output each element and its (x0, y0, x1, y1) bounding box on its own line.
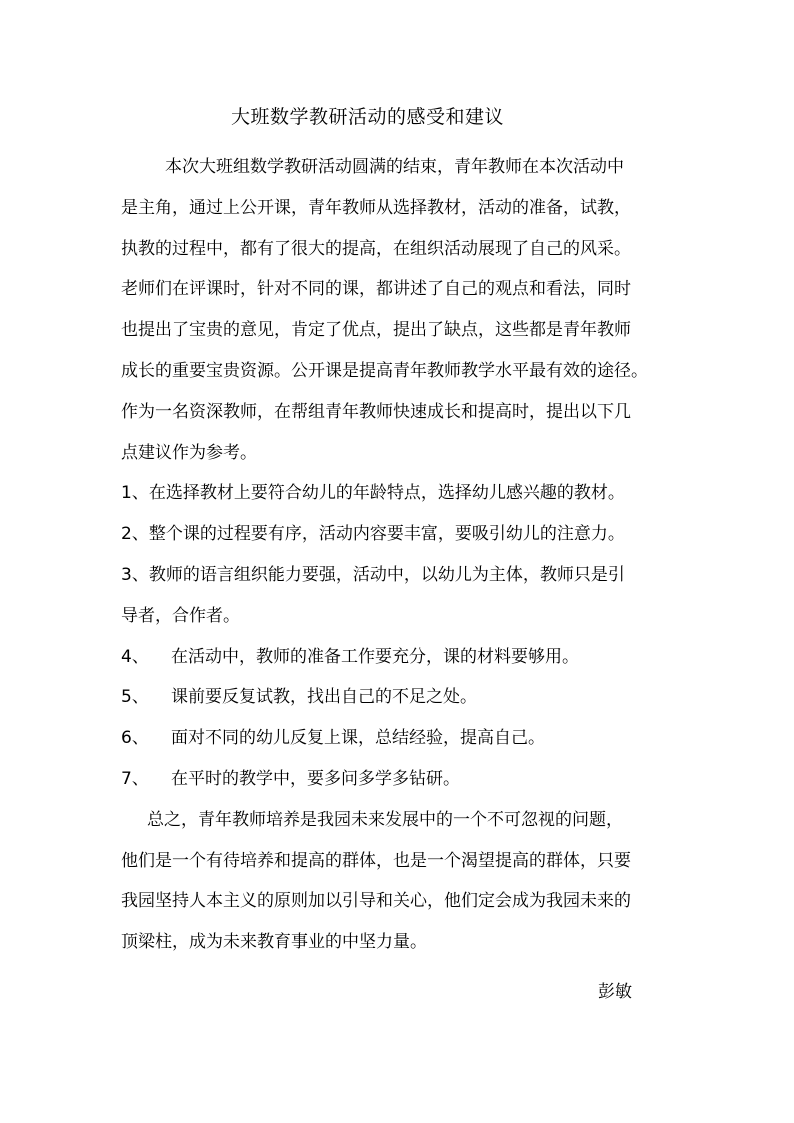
paragraph-line: 执教的过程中，都有了很大的提高，在组织活动展现了自己的风采。 (121, 238, 631, 259)
list-text: 面对不同的幼儿反复上课，总结经验，提高自己。 (171, 728, 545, 749)
list-item (121, 759, 681, 800)
list-item (121, 718, 681, 759)
paragraph-line: 也提出了宝贵的意见，肯定了优点，提出了缺点，这些都是青年教师 (121, 320, 631, 341)
list-item: 3、教师的语言组织能力要强，活动中，以幼儿为主体，教师只是引 (121, 564, 625, 585)
paragraph-line: 作为一名资深教师，在帮组青年教师快速成长和提高时，提出以下几 (121, 401, 631, 422)
closing-line: 总之，青年教师培养是我园未来发展中的一个不可忽视的问题， (147, 809, 623, 830)
list-item (121, 677, 681, 718)
paragraph-line: 老师们在评课时，针对不同的课，都讲述了自己的观点和看法，同时 (121, 279, 631, 300)
closing-line: 我园坚持人本主义的原则加以引导和关心，他们定会成为我园未来的 (121, 891, 631, 912)
list-item: 2、整个课的过程要有序，活动内容要丰富，要吸引幼儿的注意力。 (121, 524, 625, 545)
document-body (121, 147, 681, 963)
paragraph-line: 本次大班组数学教研活动圆满的结束，青年教师在本次活动中 (165, 157, 624, 177)
list-text: 课前要反复试教，找出自己的不足之处。 (171, 687, 477, 708)
list-number: 4、 (121, 646, 149, 667)
list-item (121, 637, 681, 678)
paragraph-line: 点建议作为参考。 (121, 442, 257, 463)
document-title: 大班数学教研活动的感受和建议 (231, 106, 505, 128)
paragraph-line: 是主角，通过上公开课，青年教师从选择教材，活动的准备，试教， (121, 197, 631, 218)
author-signature: 彭敏 (598, 982, 632, 1002)
list-text: 在活动中，教师的准备工作要充分，课的材料要够用。 (171, 646, 579, 667)
list-text: 在平时的教学中，要多问多学多钻研。 (171, 768, 460, 789)
paragraph-line: 成长的重要宝贵资源。公开课是提高青年教师教学水平最有效的途径。 (121, 360, 648, 381)
closing-line: 他们是一个有待培养和提高的群体，也是一个渴望提高的群体，只要 (121, 850, 631, 871)
list-item: 1、在选择教材上要符合幼儿的年龄特点，选择幼儿感兴趣的教材。 (121, 483, 625, 504)
list-number: 5、 (121, 687, 149, 708)
list-number: 6、 (121, 728, 149, 749)
list-item-continuation: 导者，合作者。 (121, 605, 240, 626)
list-number: 7、 (121, 768, 149, 789)
closing-line: 顶梁柱，成为未来教育事业的中坚力量。 (121, 932, 427, 953)
